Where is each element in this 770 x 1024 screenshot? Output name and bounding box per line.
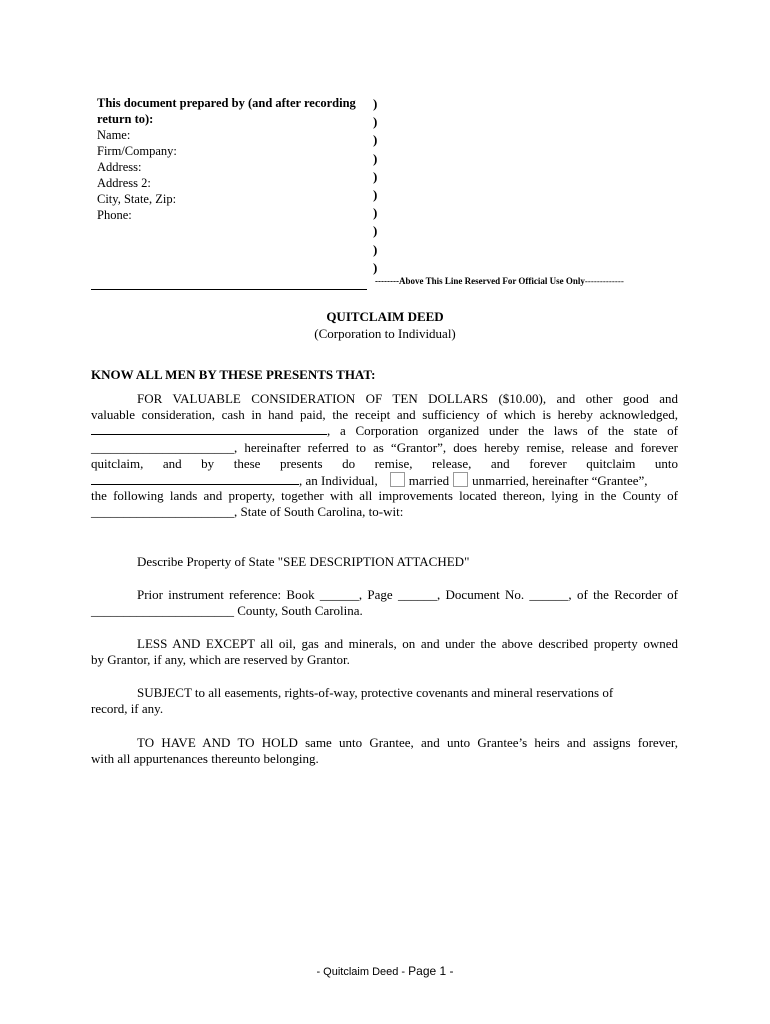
footer-end: - bbox=[446, 964, 454, 978]
para-line: the following lands and property, together with all improvements located thereon, lying in the County of bbox=[91, 488, 678, 504]
para-line: quitclaim, and by these presents do remise, release, and forever quitclaim unto bbox=[91, 455, 678, 471]
paren: ) bbox=[373, 132, 378, 148]
paren: ) bbox=[373, 205, 378, 221]
document-subtitle: (Corporation to Individual) bbox=[314, 326, 456, 341]
para-line: TO HAVE AND TO HOLD same unto Grantee, and unto Grantee’s heirs and assigns forever, bbox=[137, 735, 678, 750]
footer-page-number: Page 1 bbox=[408, 964, 447, 978]
married-label: married bbox=[408, 472, 450, 488]
preparer-name-label: Name: bbox=[97, 128, 131, 142]
reserved-dashes-right: ------------- bbox=[584, 276, 624, 286]
paren: ) bbox=[373, 187, 378, 203]
paren: ) bbox=[373, 259, 378, 275]
para-line: by Grantor, if any, which are reserved by Grantor. bbox=[91, 652, 350, 668]
to-have-and-to-hold-paragraph bbox=[91, 735, 678, 767]
preparer-block bbox=[97, 95, 356, 223]
unmarried-text: unmarried, hereinafter “Grantee”, bbox=[472, 472, 648, 488]
preparer-header-line2: return to): bbox=[97, 112, 154, 126]
para-line: Prior instrument reference: Book ______, Page ______, Document No. ______, of the Recorder of bbox=[137, 587, 678, 602]
married-checkbox[interactable] bbox=[390, 472, 405, 487]
county-blank[interactable]: ______________________ bbox=[91, 504, 234, 520]
paren: ) bbox=[373, 223, 378, 239]
preparer-header-line1: This document prepared by (and after recording bbox=[97, 96, 356, 110]
para-line: valuable consideration, cash in hand paid, the receipt and sufficiency of which is hereby acknowledged, bbox=[91, 407, 678, 423]
paren: ) bbox=[373, 96, 378, 111]
preparer-address2-label: Address 2: bbox=[97, 176, 151, 190]
consideration-paragraph bbox=[91, 391, 678, 521]
preparer-address-label: Address: bbox=[97, 160, 142, 174]
official-use-line bbox=[375, 276, 624, 286]
para-line: SUBJECT to all easements, rights-of-way, protective covenants and mineral reservations of bbox=[137, 685, 614, 700]
para-line: ______________________ County, South Carolina. bbox=[91, 603, 363, 619]
para-line-text: , hereinafter referred to as “Grantor”, does hereby remise, release and forever bbox=[234, 439, 678, 455]
signature-rule bbox=[91, 289, 367, 290]
document-title: QUITCLAIM DEED bbox=[326, 309, 444, 324]
know-all-men-heading: KNOW ALL MEN BY THESE PRESENTS THAT: bbox=[91, 367, 376, 382]
unmarried-checkbox[interactable] bbox=[453, 472, 468, 487]
paren: ) bbox=[373, 114, 378, 130]
individual-text: , an Individual, bbox=[299, 472, 378, 488]
paren: ) bbox=[373, 168, 378, 184]
less-and-except-paragraph bbox=[91, 636, 678, 668]
describe-paragraph bbox=[91, 554, 678, 570]
grantee-name-blank[interactable] bbox=[91, 473, 299, 485]
para-line: record, if any. bbox=[91, 701, 164, 717]
para-line: FOR VALUABLE CONSIDERATION OF TEN DOLLARS ($10.00), and other good and bbox=[137, 391, 678, 406]
para-line bbox=[91, 472, 678, 488]
preparer-city-label: City, State, Zip: bbox=[97, 192, 177, 206]
footer-label: - Quitclaim Deed - bbox=[316, 966, 409, 978]
para-line-text: , State of South Carolina, to-wit: bbox=[234, 504, 404, 520]
page-footer bbox=[0, 964, 770, 978]
paren: ) bbox=[373, 241, 378, 257]
paren: ) bbox=[373, 150, 378, 166]
reserved-text: Above This Line Reserved For Official Use Only bbox=[398, 276, 585, 286]
preparer-firm-label: Firm/Company: bbox=[97, 144, 177, 158]
grantor-name-blank[interactable] bbox=[91, 423, 327, 435]
preparer-phone-label: Phone: bbox=[97, 208, 132, 222]
para-line bbox=[91, 423, 678, 439]
prior-instrument-paragraph bbox=[91, 587, 678, 619]
para-line bbox=[91, 440, 678, 456]
subject-to-paragraph bbox=[91, 685, 678, 717]
para-line: LESS AND EXCEPT all oil, gas and minerals, on and under the above described property owned bbox=[137, 636, 678, 651]
para-line: with all appurtenances thereunto belonging. bbox=[91, 751, 319, 767]
state-blank[interactable]: ______________________ bbox=[91, 439, 234, 455]
paren-column bbox=[373, 95, 377, 277]
para-line-text: , a Corporation organized under the laws of the state of bbox=[327, 423, 678, 439]
para-line bbox=[91, 504, 678, 520]
describe-line: Describe Property of State "SEE DESCRIPTION ATTACHED" bbox=[137, 554, 470, 569]
reserved-dashes-left: -------- bbox=[375, 276, 399, 286]
